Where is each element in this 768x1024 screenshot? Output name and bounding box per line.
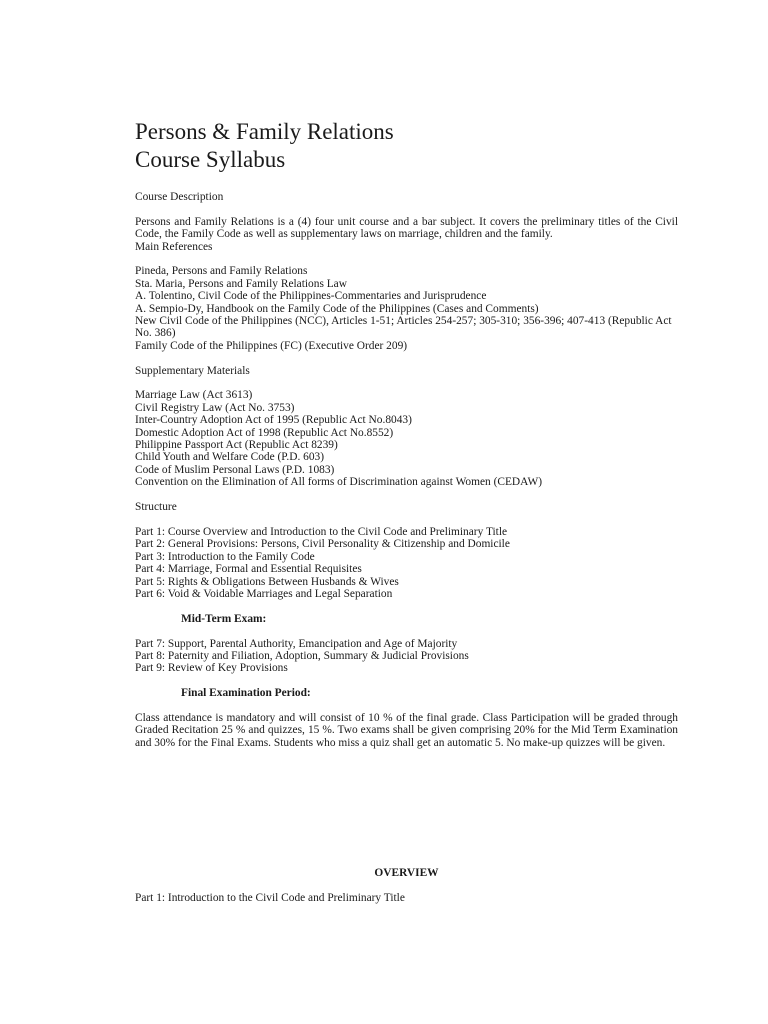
structure-part-item: Part 3: Introduction to the Family Code <box>135 550 315 563</box>
reference-item: New Civil Code of the Philippines (NCC), Articles 1-51; Articles 254-257; 305-310; 356-396; 407-413 (Republic Act No. 386) <box>135 315 672 340</box>
overview-heading: OVERVIEW <box>374 867 439 880</box>
overview-part1: Part 1: Introduction to the Civil Code and Preliminary Title <box>135 891 405 904</box>
supplementary-materials-list <box>135 389 678 488</box>
structure-part-item: Part 4: Marriage, Formal and Essential Requisites <box>135 563 362 576</box>
structure-part-item: Part 8: Paternity and Filiation, Adoption, Summary & Judicial Provisions <box>135 649 469 662</box>
document-title-line2: Course Syllabus <box>135 147 286 172</box>
supplementary-item: Inter-Country Adoption Act of 1995 (Republic Act No.8043) <box>135 414 412 427</box>
structure-part-item: Part 9: Review of Key Provisions <box>135 662 288 675</box>
supplementary-item: Code of Muslim Personal Laws (P.D. 1083) <box>135 463 335 476</box>
supplementary-item: Civil Registry Law (Act No. 3753) <box>135 401 295 414</box>
title-block <box>135 118 678 174</box>
document-page <box>135 118 678 904</box>
supplementary-item: Philippine Passport Act (Republic Act 8239) <box>135 439 338 452</box>
reference-item: Pineda, Persons and Family Relations <box>135 265 308 278</box>
reference-item: Sta. Maria, Persons and Family Relations Law <box>135 277 347 290</box>
final-exam-heading: Final Examination Period: <box>181 687 311 700</box>
structure-part-item: Part 6: Void & Voidable Marriages and Legal Separation <box>135 587 393 600</box>
main-references-list <box>135 265 678 352</box>
supplementary-item: Child Youth and Welfare Code (P.D. 603) <box>135 451 325 464</box>
supplementary-item: Convention on the Elimination of All forms of Discrimination against Women (CEDAW) <box>135 476 543 489</box>
supplementary-item: Marriage Law (Act 3613) <box>135 389 253 402</box>
main-references-heading: Main References <box>135 240 213 253</box>
midterm-heading: Mid-Term Exam: <box>181 612 267 625</box>
supplementary-heading: Supplementary Materials <box>135 364 250 377</box>
course-description-heading: Course Description <box>135 191 224 203</box>
reference-item: A. Sempio-Dy, Handbook on the Family Code of the Philippines (Cases and Comments) <box>135 302 539 315</box>
supplementary-item: Domestic Adoption Act of 1998 (Republic Act No.8552) <box>135 426 394 439</box>
structure-part-item: Part 2: General Provisions: Persons, Civil Personality & Citizenship and Domicile <box>135 538 510 551</box>
structure-parts-list-b <box>135 638 678 675</box>
reference-item: Family Code of the Philippines (FC) (Executive Order 209) <box>135 339 408 352</box>
structure-part-item: Part 7: Support, Parental Authority, Emancipation and Age of Majority <box>135 637 458 650</box>
document-title-line1: Persons & Family Relations <box>135 119 394 144</box>
structure-part-item: Part 5: Rights & Obligations Between Husbands & Wives <box>135 575 399 588</box>
structure-parts-list-a <box>135 526 678 600</box>
reference-item: A. Tolentino, Civil Code of the Philippines-Commentaries and Jurisprudence <box>135 290 487 303</box>
course-description-text: Persons and Family Relations is a (4) four unit course and a bar subject. It covers the preliminary titles of the Civil Code, the Family Code as well as supplementary laws on marriage, children and the family. <box>135 215 678 241</box>
structure-heading: Structure <box>135 501 177 514</box>
structure-part-item: Part 1: Course Overview and Introduction to the Civil Code and Preliminary Title <box>135 525 508 538</box>
grading-paragraph: Class attendance is mandatory and will consist of 10 % of the final grade. Class Participation will be graded through Graded Recitation 25 % and quizzes, 15 %. Two exams shall be given comprising 20% for the Mid Term Examination and 30% for the Final Exams. Students who miss a quiz shall get an automatic 5. No make-up quizzes will be given. <box>135 711 678 749</box>
